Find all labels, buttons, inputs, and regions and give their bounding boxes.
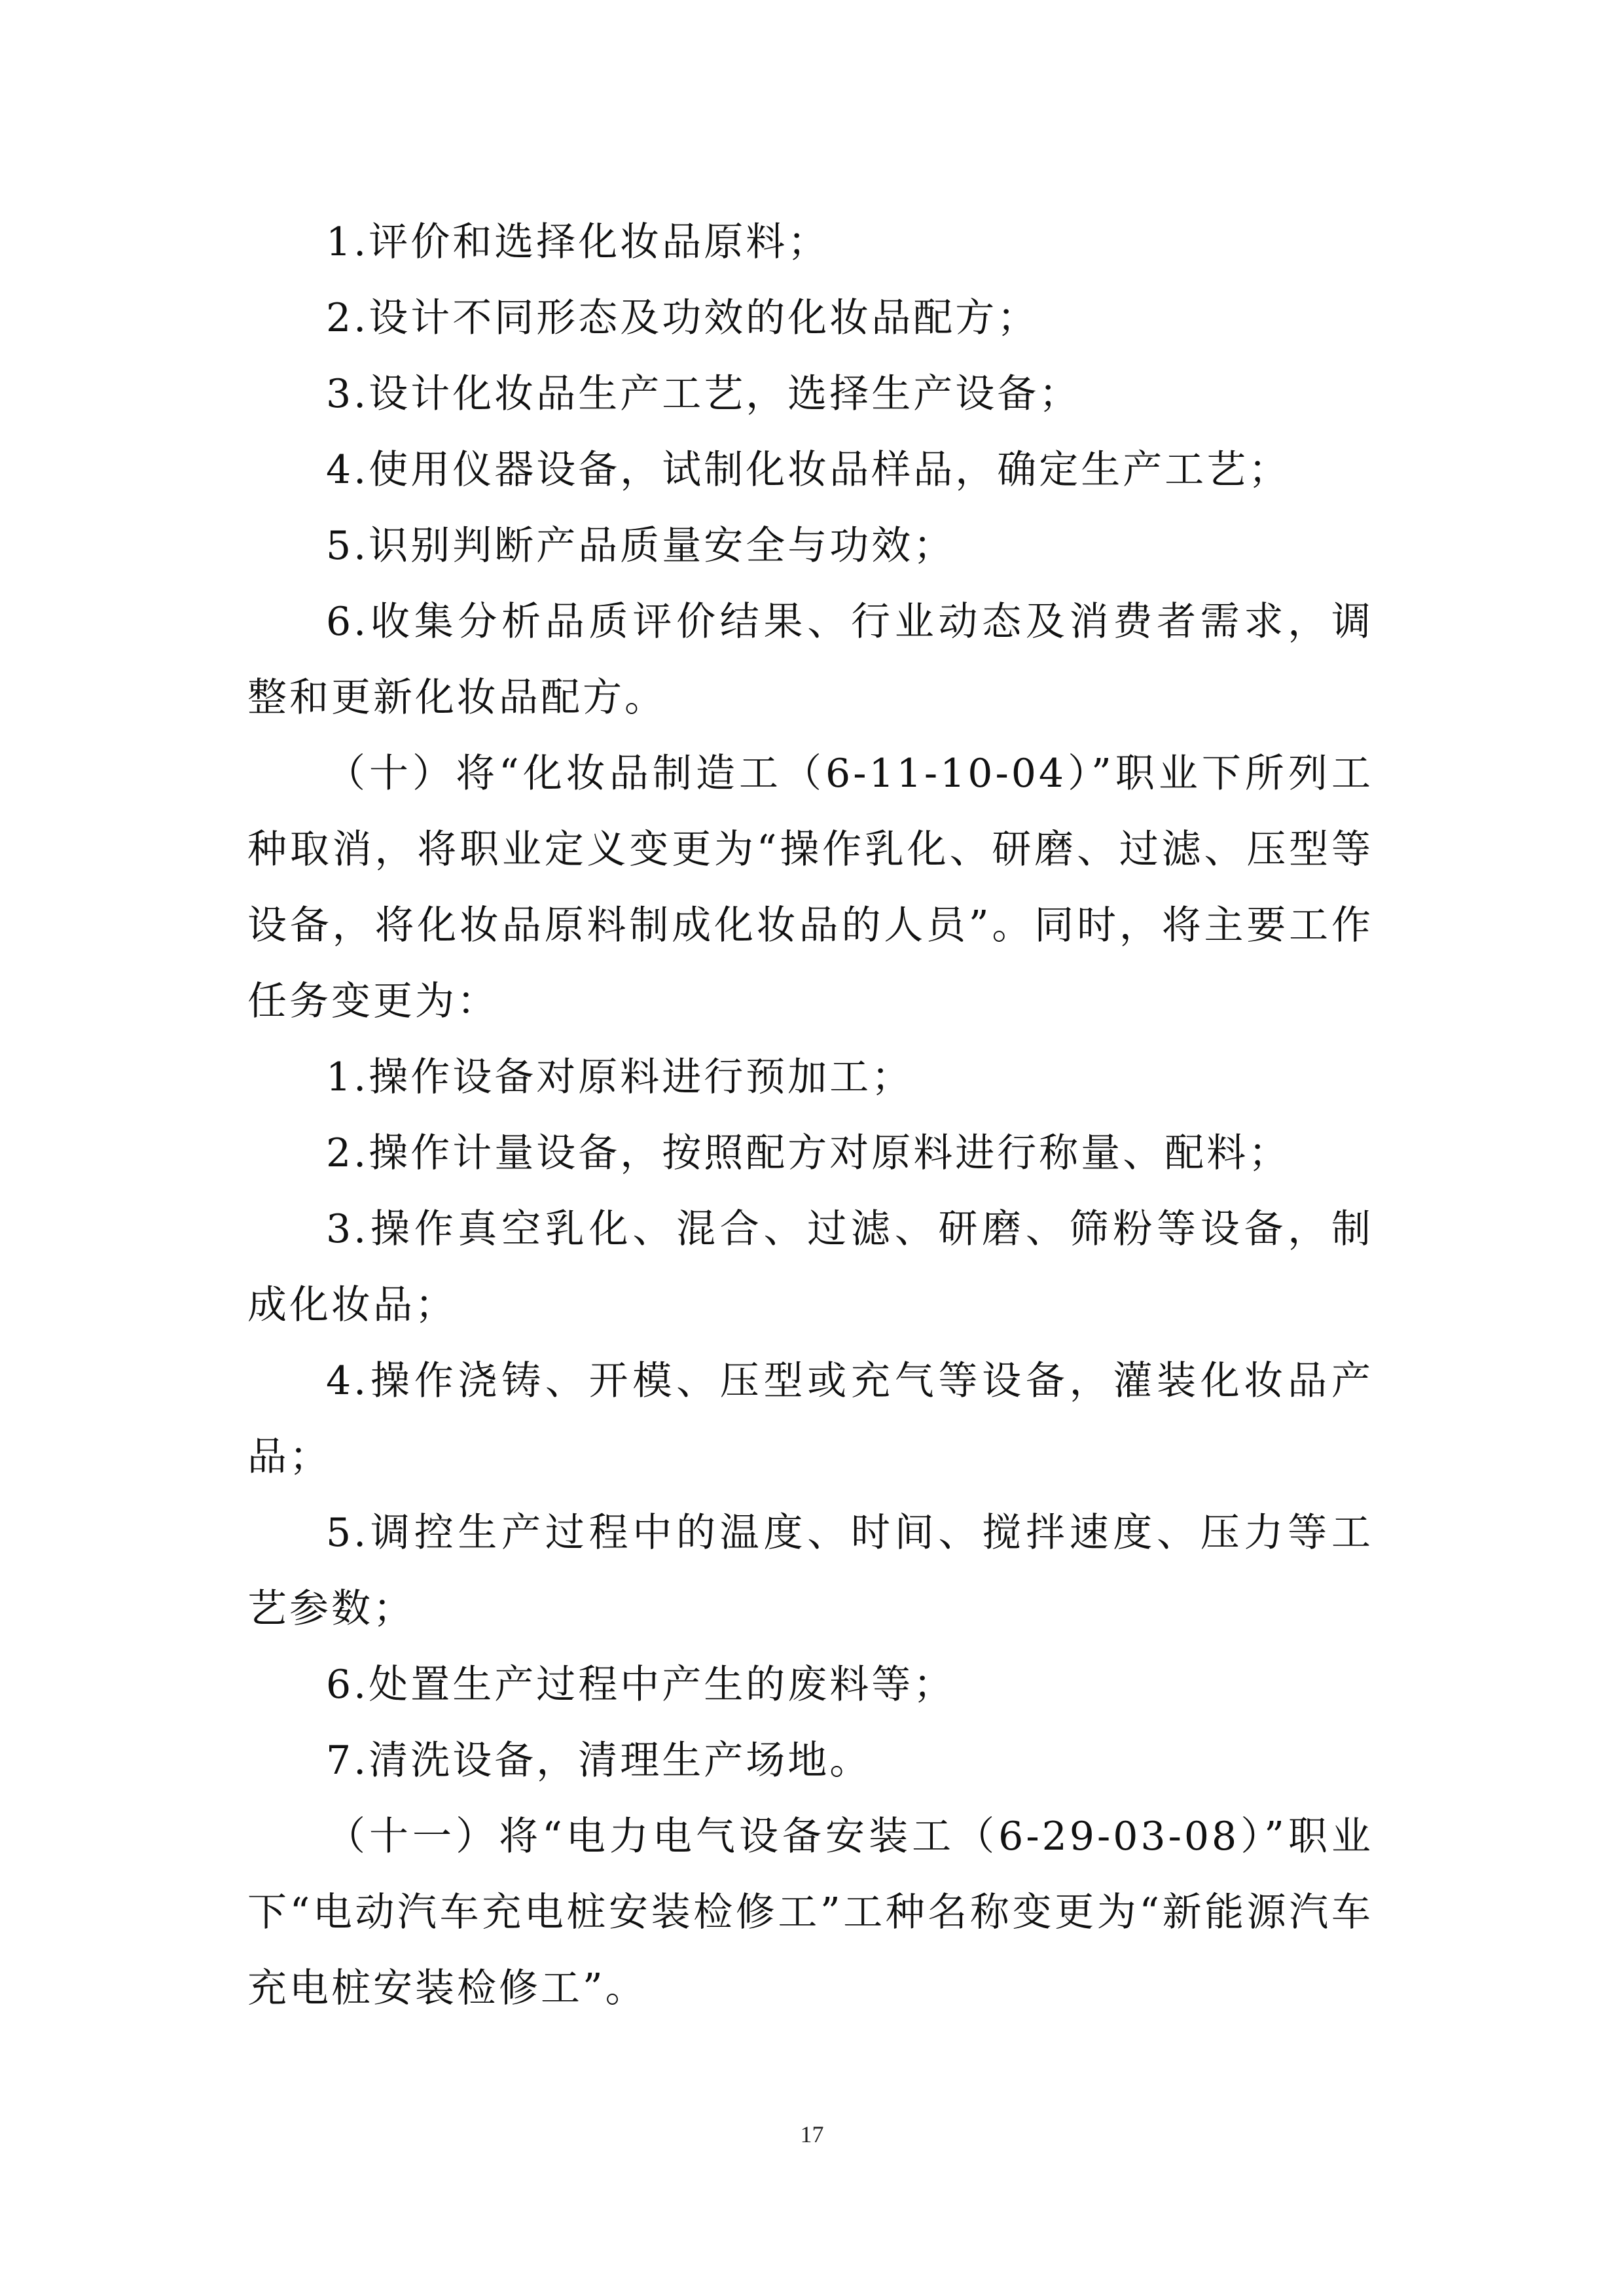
- paragraph-item-3: 3.设计化妆品生产工艺，选择生产设备；: [326, 371, 1081, 417]
- paragraph-item-1: 1.评价和选择化妆品原料；: [326, 219, 830, 265]
- paragraph-task-3: 3.操作真空乳化、混合、过滤、研磨、筛粉等设备，制成化妆品；: [247, 1206, 1373, 1328]
- body-text: [247, 204, 1373, 2026]
- paragraph-task-7: 7.清洗设备，清理生产场地。: [326, 1738, 872, 1784]
- paragraph-task-6: 6.处置生产过程中产生的废料等；: [326, 1662, 956, 1708]
- paragraph-task-4: 4.操作浇铸、开模、压型或充气等设备，灌装化妆品产品；: [247, 1358, 1373, 1480]
- paragraph-task-5: 5.调控生产过程中的温度、时间、搅拌速度、压力等工艺参数；: [247, 1510, 1373, 1632]
- paragraph-item-2: 2.设计不同形态及功效的化妆品配方；: [326, 295, 1039, 341]
- paragraph-item-5: 5.识别判断产品质量安全与功效；: [326, 523, 956, 569]
- paragraph-section-10: （十）将“化妆品制造工（6-11-10-04）”职业下所列工种取消，将职业定义变更为“操作乳化、研磨、过滤、压型等设备，将化妆品原料制成化妆品的人员”。同时，将主要工作任务变更为：: [247, 751, 1373, 1024]
- paragraph-item-4: 4.使用仪器设备，试制化妆品样品，确定生产工艺；: [326, 447, 1291, 493]
- paragraph-section-11: （十一）将“电力电气设备安装工（6-29-03-08）”职业下“电动汽车充电桩安装检修工”工种名称变更为“新能源汽车充电桩安装检修工”。: [247, 1814, 1373, 2011]
- paragraph-task-2: 2.操作计量设备，按照配方对原料进行称量、配料；: [326, 1130, 1291, 1176]
- page-number: 17: [800, 2121, 824, 2147]
- paragraph-item-6: 6.收集分析品质评价结果、行业动态及消费者需求，调整和更新化妆品配方。: [247, 599, 1373, 721]
- paragraph-task-1: 1.操作设备对原料进行预加工；: [326, 1054, 914, 1100]
